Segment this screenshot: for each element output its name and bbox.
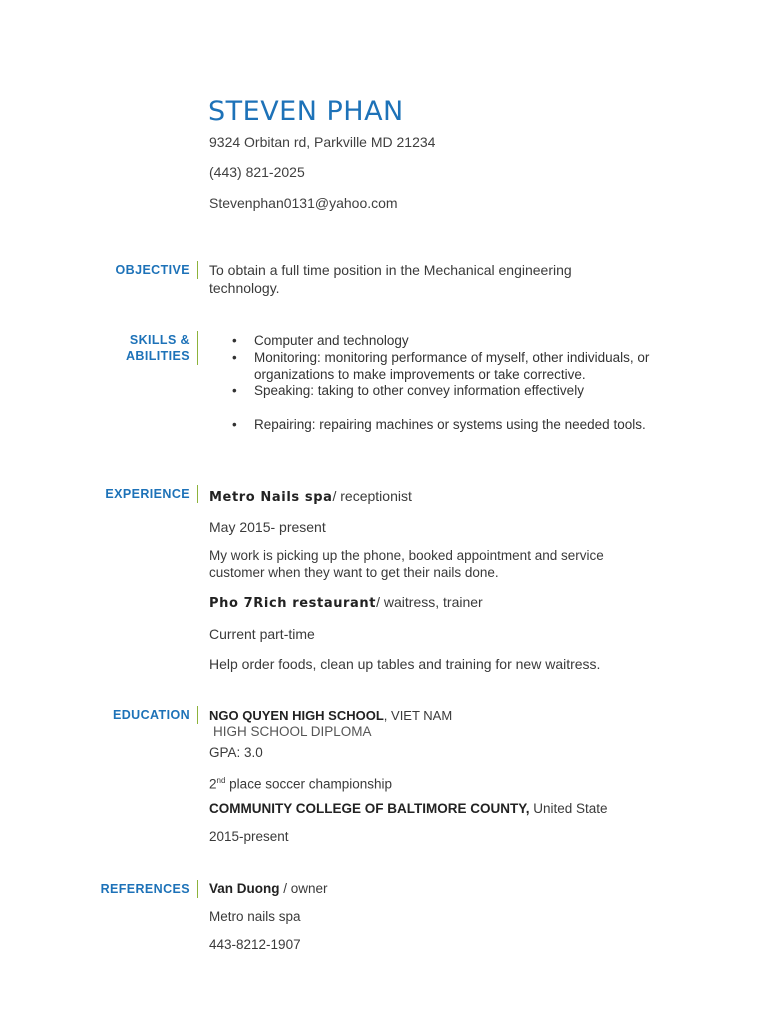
college-location: United State xyxy=(529,801,608,816)
school-location: , VIET NAM xyxy=(383,708,453,723)
candidate-name: STEVEN PHAN xyxy=(208,96,404,127)
school-heading xyxy=(209,707,452,724)
bullet-icon: • xyxy=(232,333,237,348)
award-ordinal: 2 xyxy=(209,776,217,792)
skill-text: Repairing: repairing machines or systems using the needed tools. xyxy=(254,417,646,432)
diploma: HIGH SCHOOL DIPLOMA xyxy=(213,724,372,739)
education-divider xyxy=(197,706,198,724)
skill-text: Computer and technology xyxy=(254,333,409,348)
objective-label: OBJECTIVE xyxy=(115,263,190,277)
school-name: NGO QUYEN HIGH SCHOOL xyxy=(209,708,384,723)
bullet-icon: • xyxy=(232,350,237,365)
job-description: Help order foods, clean up tables and training for new waitress. xyxy=(209,656,601,672)
experience-label: EXPERIENCE xyxy=(105,487,190,501)
reference-name: Van Duong xyxy=(209,881,280,896)
job-role: waitress, trainer xyxy=(380,594,483,610)
email: Stevenphan0131@yahoo.com xyxy=(209,195,398,211)
experience-divider xyxy=(197,485,198,503)
references-divider xyxy=(197,880,198,898)
skill-text: Monitoring: monitoring performance of myself, other individuals, or organizations to make improvements or take corrective. xyxy=(254,350,650,382)
education-label: EDUCATION xyxy=(113,708,190,722)
skills-label-line-2: ABILITIES xyxy=(125,349,190,363)
award xyxy=(209,772,392,793)
bullet-icon: • xyxy=(232,383,237,398)
job-heading xyxy=(209,488,412,506)
college-name: COMMUNITY COLLEGE OF BALTIMORE COUNTY, xyxy=(209,801,530,816)
reference-role: / owner xyxy=(279,881,328,896)
reference-phone: 443-8212-1907 xyxy=(209,937,301,952)
skill-text: Speaking: taking to other convey information effectively xyxy=(254,383,584,398)
job-dates: May 2015- present xyxy=(209,519,326,535)
job-separator: / xyxy=(332,488,337,504)
job-dates: Current part-time xyxy=(209,626,315,642)
skills-divider xyxy=(197,331,198,365)
reference-heading xyxy=(209,880,328,897)
reference-company: Metro nails spa xyxy=(209,909,301,924)
objective-divider xyxy=(197,261,198,279)
college-dates: 2015-present xyxy=(209,829,289,844)
phone: (443) 821-2025 xyxy=(209,164,305,180)
job-separator: / xyxy=(376,594,380,610)
objective-text-line-1: To obtain a full time position in the Mechanical engineering xyxy=(209,262,572,278)
award-text: place soccer championship xyxy=(225,776,393,792)
job-role: receptionist xyxy=(336,488,412,504)
skills-label-line-1: SKILLS & xyxy=(129,333,190,347)
address: 9324 Orbitan rd, Parkville MD 21234 xyxy=(209,134,436,150)
job-company: Metro Nails spa xyxy=(209,490,333,505)
bullet-icon: • xyxy=(232,417,237,432)
award-ordinal-suffix: nd xyxy=(216,776,226,785)
college-heading xyxy=(209,800,608,817)
references-label: REFERENCES xyxy=(100,882,190,896)
job-heading xyxy=(209,594,483,612)
gpa: GPA: 3.0 xyxy=(209,745,263,760)
job-company: Pho 7Rich restaurant xyxy=(209,596,377,611)
job-description: My work is picking up the phone, booked appointment and service customer when they want to get their nails done. xyxy=(209,548,604,580)
objective-text-line-2: technology. xyxy=(209,280,280,296)
